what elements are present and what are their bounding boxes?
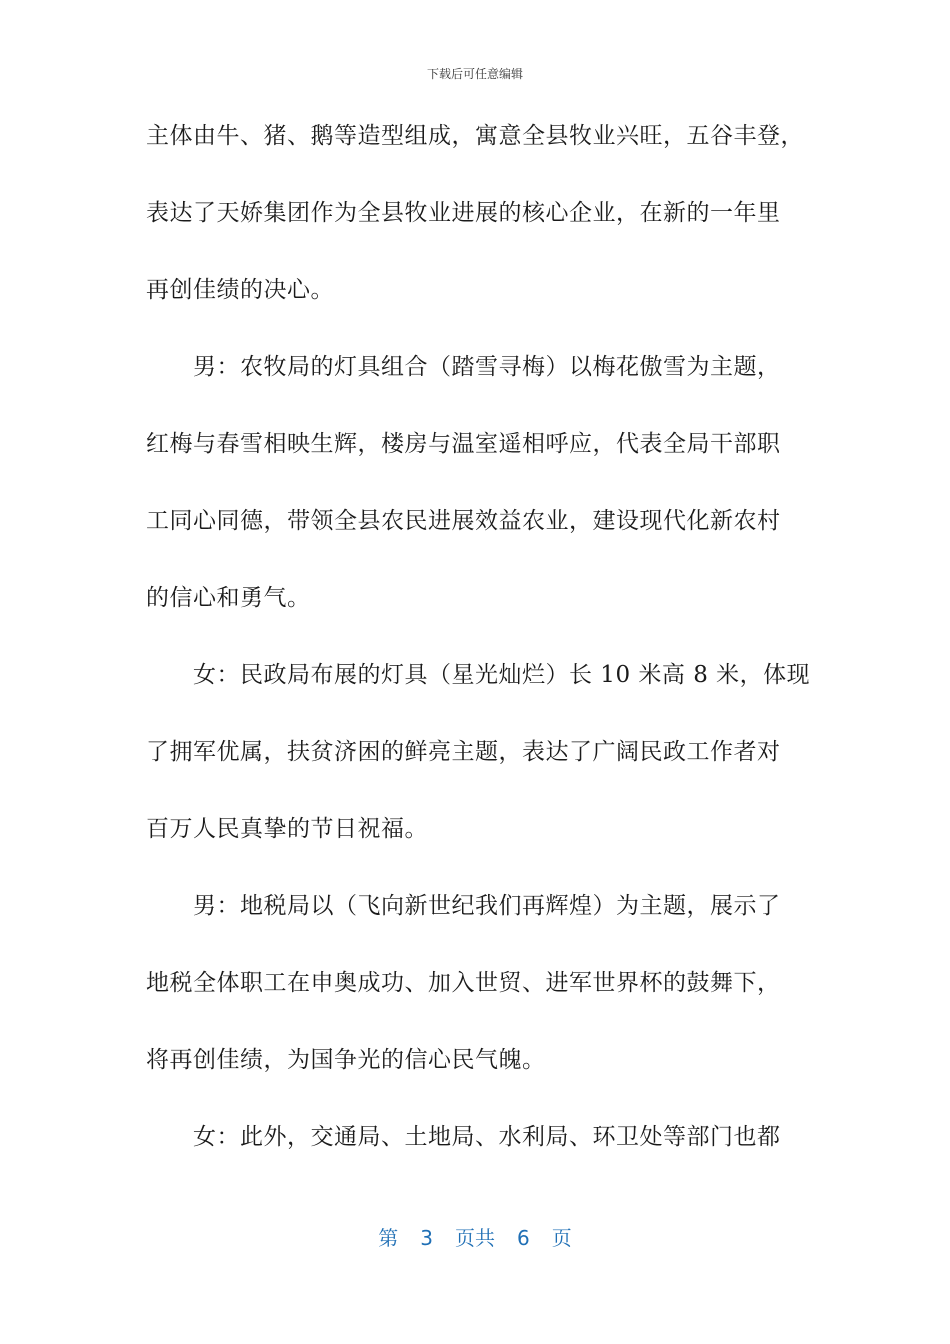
text-line: 表达了天娇集团作为全县牧业进展的核心企业，在新的一年里	[146, 200, 781, 226]
footer-prefix: 第	[378, 1226, 399, 1250]
total-page-number: 6	[517, 1226, 530, 1250]
footer-middle: 页共	[455, 1226, 495, 1250]
document-body	[146, 123, 811, 1150]
paragraph-first-line: 女：此外，交通局、土地局、水利局、环卫处等部门也都	[193, 1124, 781, 1150]
text-line: 地税全体职工在申奥成功、加入世贸、进军世界杯的鼓舞下，	[146, 970, 781, 996]
footer-suffix: 页	[551, 1226, 572, 1250]
text-line: 了拥军优属，扶贫济困的鲜亮主题，表达了广阔民政工作者对	[146, 739, 781, 765]
text-line: 的信心和勇气。	[146, 585, 311, 611]
page-footer	[0, 1226, 950, 1250]
text-line: 将再创佳绩，为国争光的信心民气魄。	[146, 1047, 546, 1073]
current-page-number: 3	[420, 1226, 433, 1250]
text-line: 红梅与春雪相映生辉，楼房与温室遥相呼应，代表全局干部职	[146, 431, 781, 457]
text-line: 工同心同德，带领全县农民进展效益农业，建设现代化新农村	[146, 508, 781, 534]
text-line: 百万人民真挚的节日祝福。	[146, 816, 428, 842]
text-line: 再创佳绩的决心。	[146, 277, 334, 303]
paragraph-first-line: 女：民政局布展的灯具（星光灿烂）长 10 米高 8 米，体现	[193, 662, 811, 688]
page-header: 下载后可任意编辑	[426, 67, 523, 81]
paragraph-first-line: 男：地税局以（飞向新世纪我们再辉煌）为主题，展示了	[193, 893, 781, 919]
paragraph-first-line: 男：农牧局的灯具组合（踏雪寻梅）以梅花傲雪为主题，	[193, 354, 781, 380]
text-line: 主体由牛、猪、鹅等造型组成，寓意全县牧业兴旺，五谷丰登，	[146, 123, 804, 149]
